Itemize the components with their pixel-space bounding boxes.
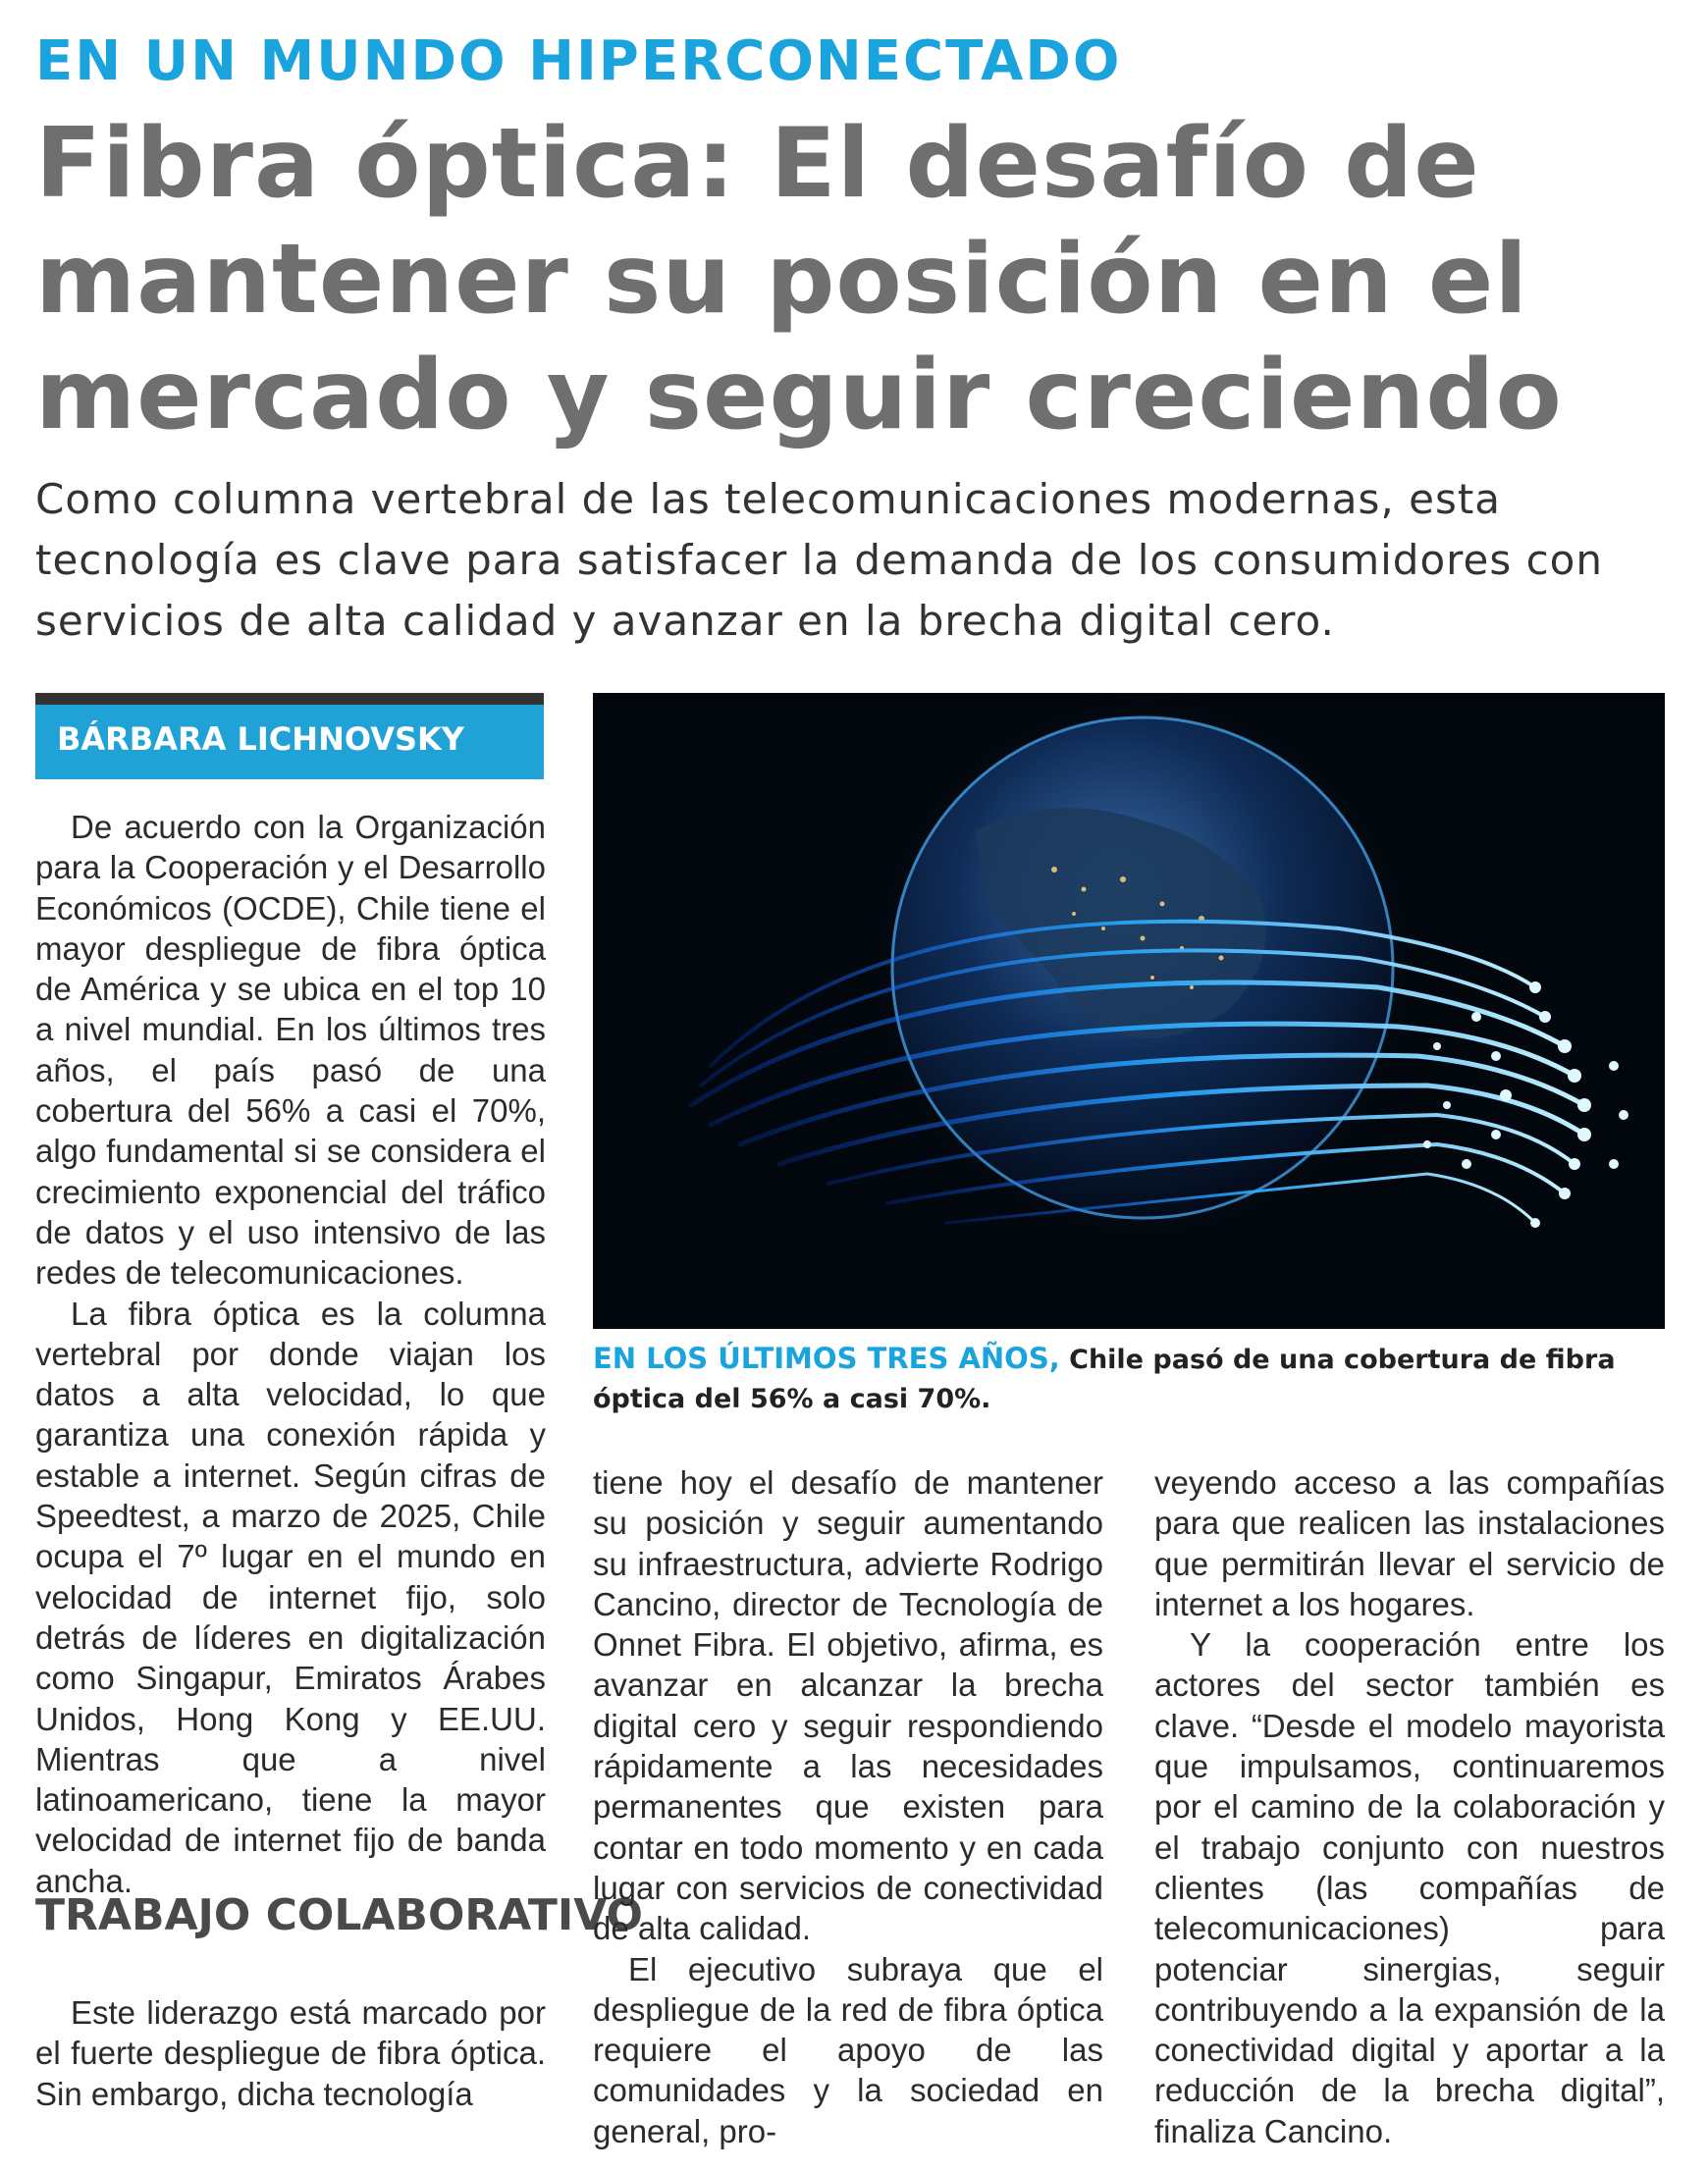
- caption-lead: EN LOS ÚLTIMOS TRES AÑOS,: [593, 1342, 1060, 1375]
- column-1-continued: [35, 1992, 546, 2114]
- headline: Fibra óptica: El desafío de mantener su posición en el mercado y seguir creciendo: [35, 108, 1563, 451]
- deck: Como columna vertebral de las telecomunicaciones modernas, esta tecnología es clave para satisfacer la demanda de los consumidores con servicios de alta calidad y avanzar en la brecha digital cero.: [35, 475, 1603, 645]
- kicker: EN UN MUNDO HIPERCONECTADO: [35, 29, 1122, 93]
- fiber-optic-globe-photo: [593, 693, 1665, 1329]
- paragraph-2: La fibra óptica es la columna vertebral por donde viajan los datos a alta velocidad, lo que garantiza una conexión rápida y estable a internet. Según cifras de Speedtest, a marzo de 2025, Chile ocupa el 7º lugar en el mundo en velocidad de internet fijo, solo detrás de líderes en digitalización como Singapur, Emiratos Árabes Unidos, Hong Kong y EE.UU. Mientras que a nivel latinoamericano, tiene la mayor velocidad de internet fijo de banda ancha.: [35, 1295, 546, 1899]
- column-2: [593, 1462, 1103, 2151]
- byline-bar: [35, 693, 544, 779]
- caption-text: Chile pasó de una cobertura de fibra óptica del 56% a casi 70%.: [593, 1345, 1616, 1414]
- column-1: [35, 807, 546, 1901]
- subhead: TRABAJO COLABORATIVO: [35, 1890, 643, 1940]
- paragraph-5: El ejecutivo subraya que el despliegue de la red de fibra óptica requiere el apoyo de las comunidades y la sociedad en general, pro-: [593, 1950, 1103, 2149]
- paragraph-3: Este liderazgo está marcado por el fuerte despliegue de fibra óptica. Sin embargo, dicha tecnología: [35, 1994, 546, 2112]
- paragraph-7: Y la cooperación entre los actores del sector también es clave. “Desde el modelo mayorista que impulsamos, continuaremos por el camino de la colaboración y el trabajo conjunto con nuestros clientes (las compañías de telecomunicaciones) para potenciar sinergias, seguir contribuyendo a la expansión de la conectividad digital y aportar a la reducción de la brecha digital”, finaliza Cancino.: [1154, 1626, 1665, 2149]
- paragraph-1: De acuerdo con la Organización para la Cooperación y el Desarrollo Económicos (OCDE), Chile tiene el mayor despliegue de fibra óptica de América y se ubica en el top 10 a nivel mundial. En los últimos tres años, el país pasó de una cobertura del 56% a casi el 70%, algo fundamental si se considera el crecimiento exponencial del tráfico de datos y el uso intensivo de las redes de telecomunicaciones.: [35, 809, 546, 1292]
- column-3: [1154, 1462, 1665, 2151]
- paragraph-4: tiene hoy el desafío de mantener su posición y seguir aumentando su infraestructura, advierte Rodrigo Cancino, director de Tecnología de Onnet Fibra. El objetivo, afirma, es avanzar en alcanzar la brecha digital cero y seguir respondiendo rápidamente a las necesidades permanentes que existen para contar en todo momento y en cada lugar con servicios de conectividad de alta calidad.: [593, 1464, 1103, 1947]
- photo-caption: [593, 1339, 1665, 1419]
- byline-author: BÁRBARA LICHNOVSKY: [57, 720, 464, 758]
- paragraph-6: veyendo acceso a las compañías para que realicen las instalaciones que permitirán llevar el servicio de internet a los hogares.: [1154, 1464, 1665, 1622]
